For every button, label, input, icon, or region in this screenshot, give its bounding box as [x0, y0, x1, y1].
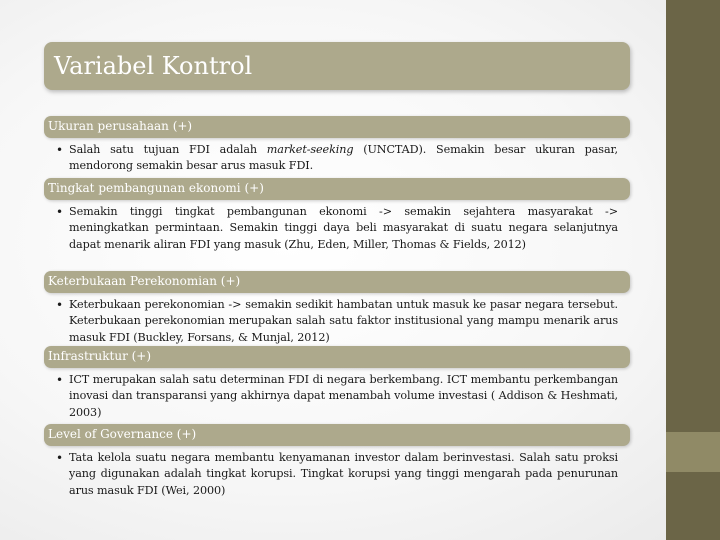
- decorative-side-accent: [666, 432, 720, 472]
- section-text: ICT merupakan salah satu determinan FDI di negara berkembang. ICT membantu perkembangan inovasi dan transparansi yang akhirnya dapat menambah volume investasi ( Addison & Heshmati, 2003): [69, 373, 618, 419]
- section-body-tingkat-pembangunan: [56, 204, 618, 268]
- section-heading: Ukuran perusahaan (+): [48, 119, 193, 133]
- section-body-infrastruktur: [56, 372, 618, 421]
- section-body-ukuran-perusahaan: [56, 142, 618, 175]
- section-text: Keterbukaan perekonomian -> semakin sedikit hambatan untuk masuk ke pasar negara tersebut. Keterbukaan perekonomian merupakan salah satu faktor institusional yang mampu menarik arus masuk FDI (Buckley, Forsans, & Munjal, 2012): [69, 298, 618, 344]
- section-text: Tata kelola suatu negara membantu kenyamanan investor dalam berinvestasi. Salah satu proksi yang digunakan adalah tingkat korupsi. Tingkat korupsi yang tinggi mengarah pada penurunan arus masuk FDI (Wei, 2000): [69, 451, 618, 497]
- bullet-icon: •: [56, 298, 64, 312]
- section-header-tingkat-pembangunan: [44, 178, 630, 200]
- section-text: Salah satu tujuan FDI adalah market-seeking (UNCTAD). Semakin besar ukuran pasar, mendorong semakin besar arus masuk FDI.: [69, 143, 618, 173]
- section-text: Semakin tinggi tingkat pembangunan ekonomi -> semakin sejahtera masyarakat -> meningkatkan permintaan. Semakin tinggi daya beli masyarakat di suatu negara selanjutnya dapat menarik aliran FDI yang masuk (Zhu, Eden, Miller, Thomas & Fields, 2012): [69, 205, 618, 251]
- section-heading: Level of Governance (+): [48, 427, 197, 441]
- section-header-infrastruktur: [44, 346, 630, 368]
- slide-title: Variabel Kontrol: [54, 52, 253, 80]
- section-body-keterbukaan-perekonomian: [56, 297, 618, 346]
- bullet-icon: •: [56, 143, 64, 157]
- section-body-level-of-governance: [56, 450, 618, 502]
- bullet-icon: •: [56, 451, 64, 465]
- section-heading: Keterbukaan Perekonomian (+): [48, 274, 241, 288]
- section-heading: Infrastruktur (+): [48, 349, 152, 363]
- bullet-icon: •: [56, 205, 64, 219]
- bullet-icon: •: [56, 373, 64, 387]
- section-header-level-of-governance: [44, 424, 630, 446]
- section-heading: Tingkat pembangunan ekonomi (+): [48, 181, 264, 195]
- title-band: [44, 42, 630, 90]
- section-header-ukuran-perusahaan: [44, 116, 630, 138]
- section-header-keterbukaan-perekonomian: [44, 271, 630, 293]
